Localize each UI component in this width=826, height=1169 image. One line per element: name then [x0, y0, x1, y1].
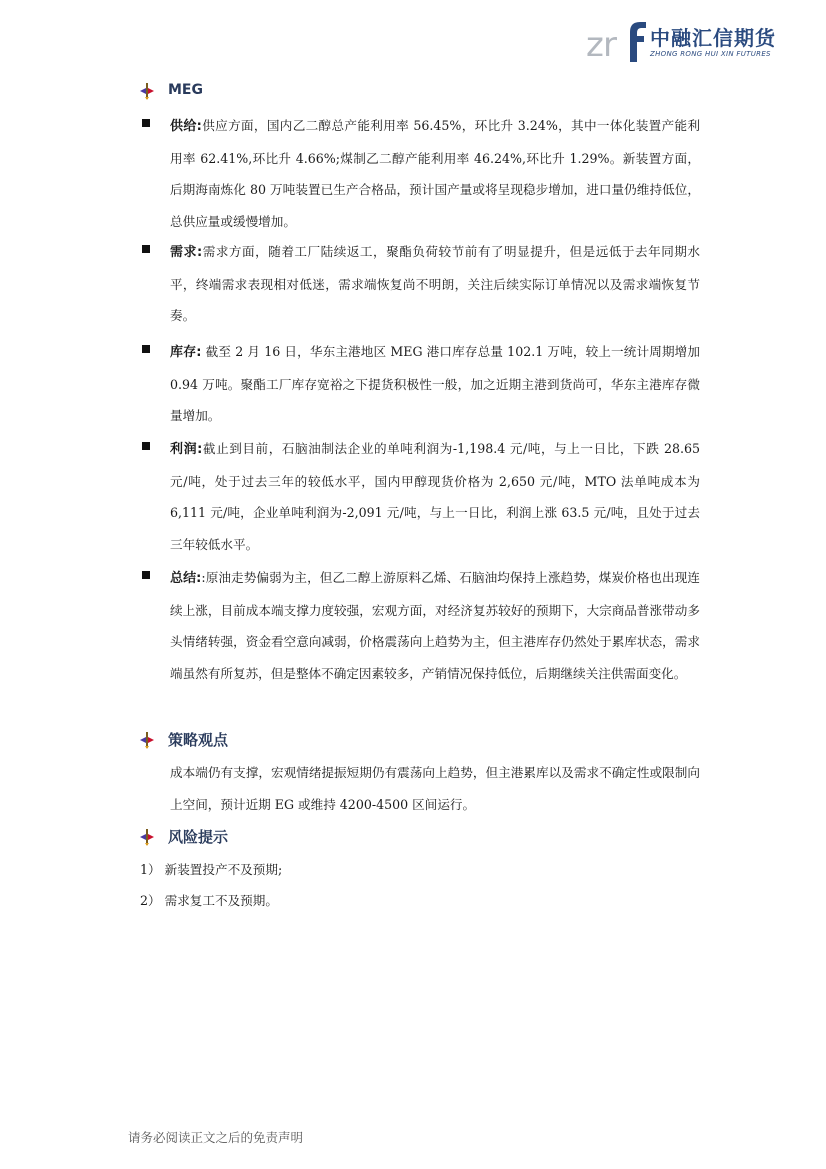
demand-label: 需求:	[170, 245, 203, 260]
square-bullet-icon	[142, 245, 150, 253]
risk-item: 2） 需求复工不及预期。	[140, 893, 278, 908]
strategy-title: 策略观点	[168, 731, 229, 749]
summary-text: :原油走势偏弱为主，但乙二醇上游原料乙烯、石脑油均保持上涨趋势，煤炭价格也出现连续上涨，目前成本端支撑力度较强，宏观方面，对经济复苏较好的预期下，大宗商品普涨带动多头情绪转强，资金看空意向减弱，价格震荡向上趋势为主，但主港库存仍然处于累库状态，需求端虽然有所复苏，但是整体不确定因素较多，产销情况保持低位，后期继续关注供需面变化。	[170, 570, 700, 681]
supply-label: 供给:	[170, 119, 202, 134]
company-name-en: ZHONG RONG HUI XIN FUTURES	[650, 50, 771, 58]
disclaimer-note: 请务必阅读正文之后的免责声明	[128, 1130, 304, 1145]
square-bullet-icon	[142, 571, 150, 579]
supply-item	[140, 110, 700, 237]
risk-title: 风险提示	[168, 828, 229, 846]
svg-text:r: r	[603, 25, 617, 62]
summary-item	[140, 562, 700, 689]
svg-text:z: z	[586, 25, 604, 62]
supply-text: 供应方面，国内乙二醇总产能利用率 56.45%，环比升 3.24%，其中一体化装置产能利用率 62.41%,环比升 4.66%;煤制乙二醇产能利用率 46.24%,环比升 1.29%。新装置方面，后期海南炼化 80 万吨装置已生产合格品，预计国产量或将呈现稳步增加，进口量仍维持低位，总供应量或缓慢增加。	[170, 118, 700, 229]
demand-item	[140, 236, 700, 332]
demand-text: 需求方面，随着工厂陆续返工，聚酯负荷较节前有了明显提升，但是远低于去年同期水平，终端需求表现相对低迷，需求端恢复尚不明朗，关注后续实际订单情况以及需求端恢复节奏。	[170, 244, 701, 323]
inventory-item	[140, 336, 700, 432]
square-bullet-icon	[142, 442, 150, 450]
zrf-logo-mark	[586, 18, 648, 62]
company-logo	[586, 18, 786, 64]
profit-item	[140, 433, 700, 560]
square-bullet-icon	[142, 345, 150, 353]
inventory-label: 库存:	[170, 345, 202, 360]
meg-title: MEG	[168, 82, 203, 98]
profit-text: 截止到目前，石脑油制法企业的单吨利润为-1,198.4 元/吨，与上一日比，下跌 28.65 元/吨，处于过去三年的较低水平，国内甲醇现货价格为 2,650 元/吨，MTO 法单吨成本为 6,111 元/吨，企业单吨利润为-2,091 元/吨，与上一日比，利润上涨 63.5 元/吨，且处于过去三年较低水平。	[170, 441, 700, 552]
strategy-text: 成本端仍有支撑，宏观情绪提振短期仍有震荡向上趋势，但主港累库以及需求不确定性或限制向上空间，预计近期 EG 或维持 4200-4500 区间运行。	[170, 765, 700, 812]
arrow-bullet-icon	[140, 828, 154, 846]
profit-label: 利润:	[170, 442, 203, 457]
arrow-bullet-icon	[140, 731, 154, 749]
square-bullet-icon	[142, 119, 150, 127]
company-name-cn: 中融汇信期货	[650, 26, 776, 50]
arrow-bullet-icon	[140, 82, 154, 100]
risk-item: 1） 新装置投产不及预期;	[140, 862, 283, 877]
inventory-text: 截至 2 月 16 日，华东主港地区 MEG 港口库存总量 102.1 万吨，较上一统计周期增加 0.94 万吨。聚酯工厂库存宽裕之下提货积极性一般，加之近期主港到货尚可，华东主港库存微量增加。	[170, 344, 700, 423]
summary-label: 总结:	[170, 571, 202, 586]
